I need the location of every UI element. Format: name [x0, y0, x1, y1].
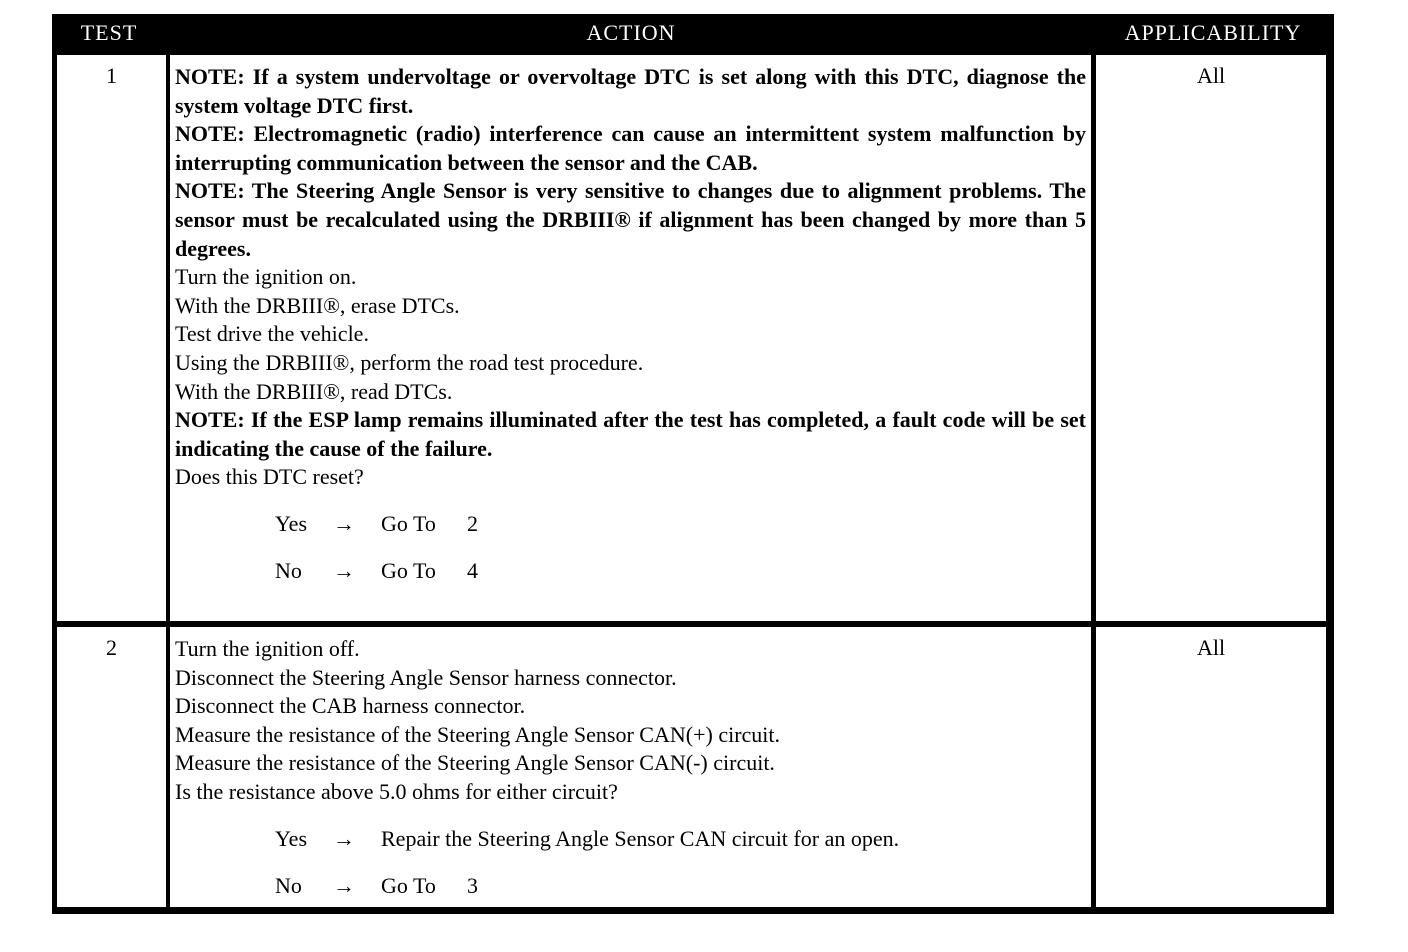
row-1-test-cell	[57, 55, 166, 621]
arrow-icon: →	[333, 872, 355, 898]
arrow-icon: →	[333, 825, 355, 851]
choice-yes	[175, 807, 1086, 854]
step-number: 2	[467, 510, 478, 536]
header-action: ACTION	[586, 20, 676, 45]
choice-no	[175, 539, 1086, 586]
arrow-icon: →	[333, 557, 355, 583]
choice-label: Yes	[275, 510, 308, 536]
choice-result: Go To	[381, 872, 436, 898]
step-number: 3	[467, 872, 478, 898]
choice-result: Repair the Steering Angle Sensor CAN circuit for an open.	[381, 825, 900, 851]
choice-no	[175, 854, 1086, 901]
step-number: 4	[467, 557, 478, 583]
instruction-line: Measure the resistance of the Steering Angle Sensor CAN(-) circuit.	[175, 750, 775, 776]
note-line: NOTE: The Steering Angle Sensor is very sensitive to changes due to alignment problems. The sensor must be recalculated using the DRBIII® if alignment has been changed by more than 5 degrees.	[175, 178, 1086, 261]
choice-label: Yes	[275, 825, 308, 851]
header-test: TEST	[80, 20, 138, 45]
note-line: NOTE: If a system undervoltage or overvoltage DTC is set along with this DTC, diagnose the system voltage DTC first.	[175, 64, 1086, 118]
instruction-line: With the DRBIII®, read DTCs.	[175, 378, 453, 404]
row-2-action-cell	[170, 627, 1091, 907]
note-line: NOTE: Electromagnetic (radio) interference can cause an intermittent system malfunction by interrupting communication between the sensor and the CAB.	[175, 121, 1086, 175]
table-header	[52, 14, 1334, 52]
instruction-line: Measure the resistance of the Steering Angle Sensor CAN(+) circuit.	[175, 721, 781, 747]
instruction-line: With the DRBIII®, erase DTCs.	[175, 292, 460, 318]
row-1-applicability-cell	[1096, 55, 1326, 621]
instruction-line: Turn the ignition off.	[175, 636, 360, 661]
test-number: 1	[106, 63, 117, 88]
choice-label: No	[275, 872, 302, 898]
instruction-line: Test drive the vehicle.	[175, 321, 369, 347]
applicability-value: All	[1196, 63, 1226, 88]
instruction-line: Disconnect the Steering Angle Sensor harness connector.	[175, 664, 677, 690]
choice-result: Go To	[381, 557, 436, 583]
applicability-value: All	[1196, 635, 1226, 660]
arrow-icon: →	[333, 510, 355, 536]
choice-label: No	[275, 557, 302, 583]
row-2-applicability-cell	[1096, 627, 1326, 907]
action-text	[175, 63, 1086, 586]
choice-result: Go To	[381, 510, 436, 536]
choice-yes	[175, 492, 1086, 539]
action-text	[175, 635, 1086, 901]
header-applicability: APPLICABILITY	[1124, 20, 1302, 45]
instruction-line: Does this DTC reset?	[175, 464, 364, 490]
row-2-test-cell	[57, 627, 166, 907]
note-line: NOTE: If the ESP lamp remains illuminated after the test has completed, a fault code will be set indicating the cause of the failure.	[175, 407, 1086, 461]
instruction-line: Disconnect the CAB harness connector.	[175, 693, 526, 719]
instruction-line: Turn the ignition on.	[175, 264, 357, 290]
diagnostic-table	[52, 14, 1334, 914]
row-1-action-cell	[170, 55, 1091, 621]
test-number: 2	[106, 635, 117, 660]
instruction-line: Is the resistance above 5.0 ohms for either circuit?	[175, 778, 618, 804]
instruction-line: Using the DRBIII®, perform the road test procedure.	[175, 349, 644, 375]
